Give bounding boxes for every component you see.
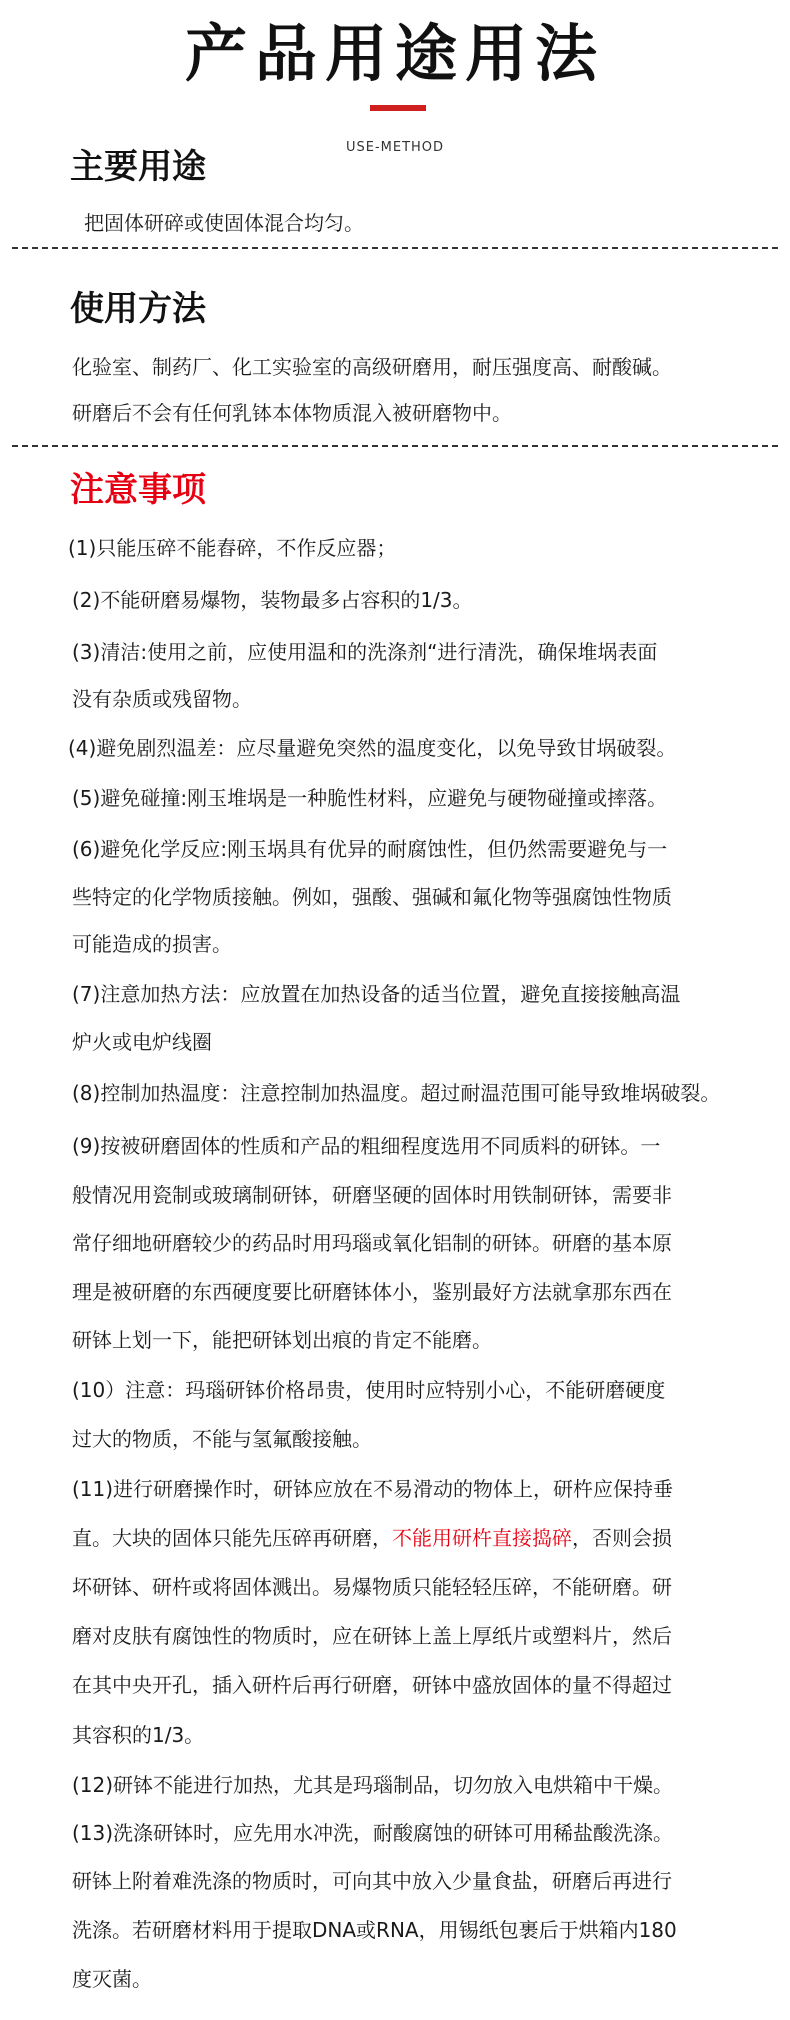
notes-line: 可能造成的损害。 — [72, 932, 232, 956]
notes-line: (12)研钵不能进行加热，尤其是玛瑙制品，切勿放入电烘箱中干燥。 — [72, 1773, 674, 1797]
notes-line: (10）注意：玛瑙研钵价格昂贵，使用时应特别小心，不能研磨硬度 — [72, 1378, 666, 1402]
notes-line: 其容积的1/3。 — [72, 1723, 205, 1747]
notes-line: 炉火或电炉线圈 — [72, 1030, 212, 1054]
notes-line: 过大的物质，不能与氢氟酸接触。 — [72, 1427, 372, 1451]
notes-line: (5)避免碰撞:刚玉堆埚是一种脆性材料，应避免与硬物碰撞或摔落。 — [72, 786, 668, 810]
method-heading: 使用方法 — [70, 289, 206, 329]
notes-line: (6)避免化学反应:刚玉埚具有优异的耐腐蚀性，但仍然需要避免与一 — [72, 837, 668, 861]
page-title: 产品用途用法 — [184, 17, 605, 90]
notes-line: (7)注意加热方法：应放置在加热设备的适当位置，避免直接接触高温 — [72, 982, 681, 1006]
notes-line: (1)只能压碎不能舂碎，不作反应器； — [68, 536, 397, 560]
notes-line: 研钵上划一下，能把研钵划出痕的肯定不能磨。 — [72, 1328, 492, 1352]
notes-line: 些特定的化学物质接触。例如，强酸、强碱和氟化物等强腐蚀性物质 — [72, 885, 672, 909]
notes-text: ，否则会损 — [572, 1526, 672, 1550]
notes-line-with-warning — [72, 1523, 672, 1553]
notes-line: 洗涤。若研磨材料用于提取DNA或RNA，用锡纸包裹后于烘箱内180 — [72, 1918, 677, 1942]
title-underline — [370, 105, 426, 111]
notes-line: (11)进行研磨操作时，研钵应放在不易滑动的物体上，研杵应保持垂 — [72, 1477, 674, 1501]
notes-line: 般情况用瓷制或玻璃制研钵，研磨坚硬的固体时用铁制研钵，需要非 — [72, 1183, 672, 1207]
notes-line: (9)按被研磨固体的性质和产品的粗细程度选用不同质料的研钵。一 — [72, 1134, 661, 1158]
notes-line: (2)不能研磨易爆物，装物最多占容积的1/3。 — [72, 588, 473, 612]
notes-line: 坏研钵、研杵或将固体溅出。易爆物质只能轻轻压碎，不能研磨。研 — [72, 1575, 672, 1599]
usage-heading: 主要用途 — [70, 147, 206, 187]
notes-heading: 注意事项 — [70, 470, 206, 510]
notes-line: (8)控制加热温度：注意控制加热温度。超过耐温范围可能导致堆埚破裂。 — [72, 1081, 721, 1105]
notes-line: (3)清洁:使用之前，应使用温和的洗涤剂“进行清洗，确保堆埚表面 — [72, 640, 658, 664]
notes-line: 理是被研磨的东西硬度要比研磨钵体小，鉴别最好方法就拿那东西在 — [72, 1280, 672, 1304]
method-line: 研磨后不会有任何乳钵本体物质混入被研磨物中。 — [72, 401, 512, 425]
notes-line: 在其中央开孔，插入研杵后再行研磨，研钵中盛放固体的量不得超过 — [72, 1673, 672, 1697]
notes-line: 磨对皮肤有腐蚀性的物质时，应在研钵上盖上厚纸片或塑料片，然后 — [72, 1624, 672, 1648]
notes-line: (4)避免剧烈温差：应尽量避免突然的温度变化，以免导致甘埚破裂。 — [68, 736, 677, 760]
usage-text: 把固体研碎或使固体混合均匀。 — [84, 211, 364, 235]
method-line: 化验室、制药厂、化工实验室的高级研磨用，耐压强度高、耐酸碱。 — [72, 355, 672, 379]
notes-line: 没有杂质或残留物。 — [72, 687, 252, 711]
notes-line: 度灭菌。 — [72, 1967, 152, 1991]
warning-text: 不能用研杵直接捣碎 — [392, 1526, 572, 1550]
notes-line: 研钵上附着难洗涤的物质时，可向其中放入少量食盐，研磨后再进行 — [72, 1869, 672, 1893]
section-divider — [12, 445, 778, 447]
section-divider — [12, 247, 778, 249]
notes-text: 直。大块的固体只能先压碎再研磨， — [72, 1526, 392, 1550]
notes-line: (13)洗涤研钵时，应先用水冲洗，耐酸腐蚀的研钵可用稀盐酸洗涤。 — [72, 1821, 674, 1845]
page-subtitle: USE-METHOD — [345, 140, 445, 155]
notes-line: 常仔细地研磨较少的药品时用玛瑙或氧化铝制的研钵。研磨的基本原 — [72, 1231, 672, 1255]
